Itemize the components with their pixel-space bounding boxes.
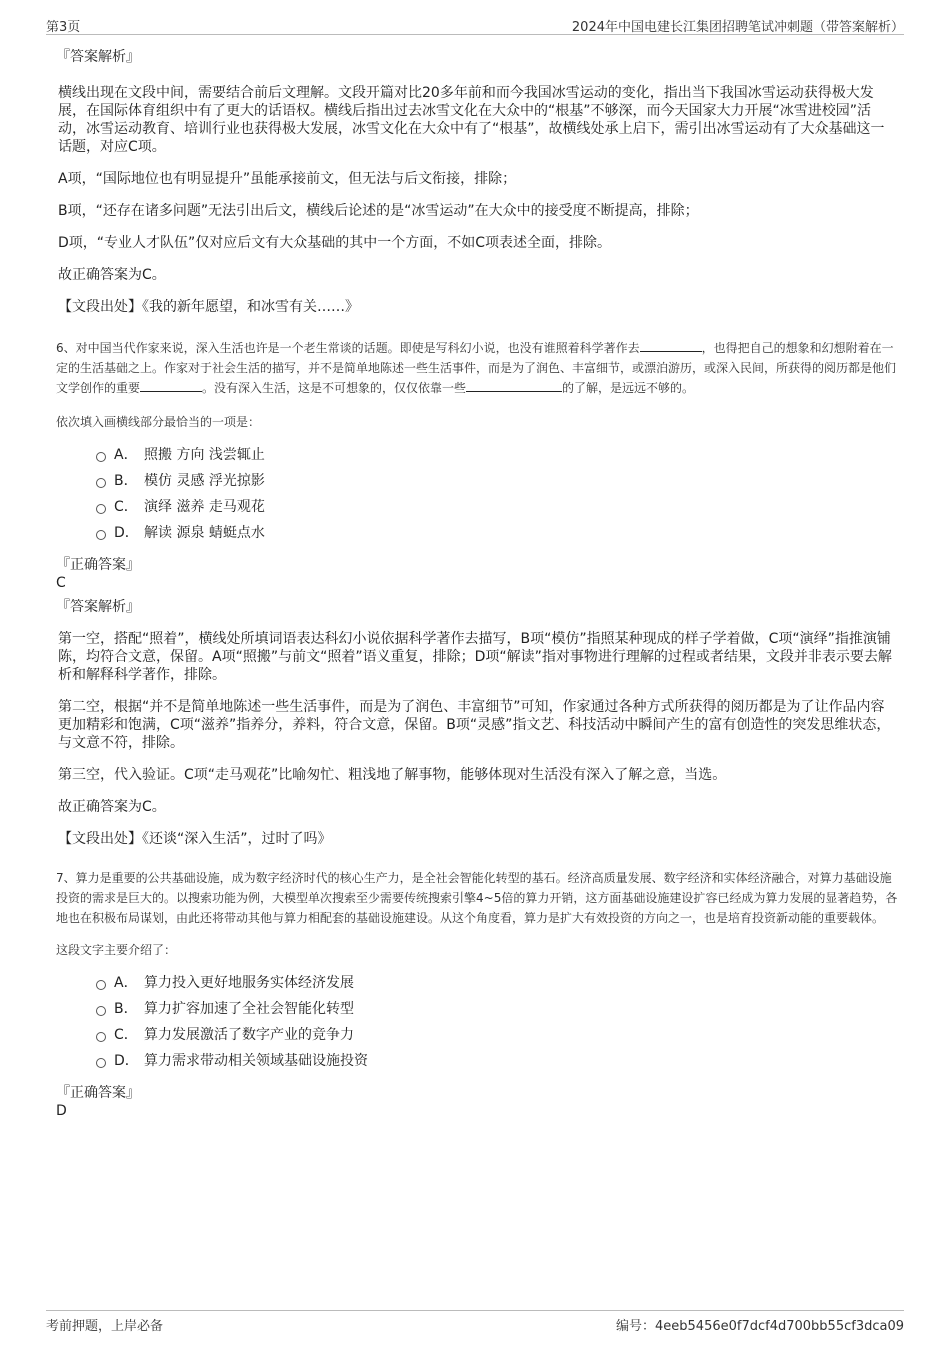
question-stem [56, 338, 898, 398]
radio-icon[interactable] [96, 1058, 106, 1068]
stem-part: 的了解，是远远不够的。 [562, 381, 695, 395]
question-stem: 7、算力是重要的公共基础设施，成为数字经济时代的核心生产力，是全社会智能化转型的基石。经济高质量发展、数字经济和实体经济融合，对算力基础设施投资的需求是巨大的。以搜索功能为例，大模型单次搜索至少需要传统搜索引擎4~5倍的算力开销，这方面基础设施建设扩容已经成为算力发展的显著趋势，各地也在积极布局谋划，由此还将带动其他与算力相配套的基础设施建设。从这个角度看，算力是扩大有效投资的方向之一，也是培育投资新动能的重要载体。 [56, 871, 898, 925]
option-text: 解读 源泉 蜻蜓点水 [144, 525, 265, 541]
page-footer [46, 1310, 904, 1335]
radio-icon[interactable] [96, 1006, 106, 1016]
source-label: 【文段出处】 [58, 831, 142, 847]
correct-answer: C [56, 575, 66, 591]
analysis-label: 『答案解析』 [56, 599, 140, 615]
footer-slogan: 考前押题，上岸必备 [46, 1319, 164, 1334]
source-label: 【文段出处】 [58, 299, 142, 315]
option-b[interactable] [94, 472, 898, 498]
option-text: 算力发展激活了数字产业的竞争力 [144, 1027, 354, 1043]
analysis-paragraph: A项，“国际地位也有明显提升”虽能承接前文，但无法与后文衔接，排除； [58, 171, 517, 187]
serial-label: 编号： [616, 1319, 656, 1334]
option-a[interactable] [94, 446, 898, 472]
option-letter: D． [114, 525, 139, 541]
option-text: 算力投入更好地服务实体经济发展 [144, 975, 354, 991]
option-text: 算力需求带动相关领域基础设施投资 [144, 1053, 368, 1069]
analysis-paragraph: D项，“专业人才队伍”仅对应后文有大众基础的其中一个方面，不如C项表述全面，排除。 [58, 235, 612, 251]
blank-line [466, 379, 562, 392]
serial-number: 4eeb5456e0f7dcf4d700bb55cf3dca09 [655, 1319, 904, 1334]
option-d[interactable] [94, 524, 898, 550]
option-letter: C． [114, 1027, 138, 1043]
document-serial [616, 1315, 904, 1334]
option-letter: D． [114, 1053, 139, 1069]
blank-line [140, 379, 202, 392]
analysis-paragraph: 横线出现在文段中间，需要结合前后文理解。文段开篇对比20多年前和而今我国冰雪运动的变化，指出当下我国冰雪运动获得极大发展，在国际体育组织中有了更大的话语权。横线后指出过去冰雪文化在大众中的“根基”不够深，而今天国家大力开展“冰雪进校园”活动，冰雪运动教育、培训行业也获得极大发展，冰雪文化在大众中有了“根基”，故横线处承上启下，需引出冰雪运动有了大众基础这一话题，对应C项。 [58, 85, 885, 155]
option-a[interactable] [94, 974, 898, 1000]
answer-options [94, 446, 898, 550]
radio-icon[interactable] [96, 478, 106, 488]
option-text: 算力扩容加速了全社会智能化转型 [144, 1001, 354, 1017]
option-c[interactable] [94, 498, 898, 524]
question-6 [56, 338, 898, 848]
source-citation [58, 830, 898, 848]
correct-answer-label: 『正确答案』 [56, 557, 140, 573]
radio-icon[interactable] [96, 980, 106, 990]
radio-icon[interactable] [96, 504, 106, 514]
analysis-label: 『答案解析』 [56, 49, 140, 65]
question-5-analysis [56, 48, 898, 316]
option-text: 照搬 方向 浅尝辄止 [144, 447, 265, 463]
option-text: 模仿 灵感 浮光掠影 [144, 473, 265, 489]
option-letter: C． [114, 499, 138, 515]
correct-answer: D [56, 1103, 67, 1119]
analysis-paragraph: 第二空，根据“并不是简单地陈述一些生活事件，而是为了润色、丰富细节”可知，作家通过各种方式所获得的阅历都是为了让作品内容更加精彩和饱满，C项“滋养”指养分，养料，符合文意，保留。B项“灵感”指文艺、科技活动中瞬间产生的富有创造性的突发思维状态，与文意不符，排除。 [58, 699, 891, 751]
analysis-paragraph: 第三空，代入验证。C项“走马观花”比喻匆忙、粗浅地了解事物，能够体现对生活没有深入了解之意，当选。 [58, 767, 727, 783]
page-header [46, 14, 904, 35]
option-b[interactable] [94, 1000, 898, 1026]
conclusion-paragraph: 故正确答案为C。 [58, 267, 166, 283]
option-text: 演绎 滋养 走马观花 [144, 499, 265, 515]
correct-answer-label: 『正确答案』 [56, 1085, 140, 1101]
analysis-paragraph: B项，“还存在诸多问题”无法引出后文，横线后论述的是“冰雪运动”在大众中的接受度不断提高，排除； [58, 203, 699, 219]
stem-part: 6、对中国当代作家来说，深入生活也许是一个老生常谈的话题。即使是写科幻小说，也没有谁照着科学著作去 [56, 341, 640, 355]
radio-icon[interactable] [96, 1032, 106, 1042]
conclusion-paragraph: 故正确答案为C。 [58, 799, 166, 815]
option-letter: A． [114, 447, 138, 463]
page-number: 第3页 [46, 20, 81, 35]
option-letter: B． [114, 1001, 138, 1017]
option-letter: A． [114, 975, 138, 991]
radio-icon[interactable] [96, 530, 106, 540]
analysis-paragraph: 第一空，搭配“照着”，横线处所填词语表达科幻小说依据科学著作去描写，B项“模仿”指照某种现成的样子学着做，C项“演绎”指推演铺陈，均符合文意，保留。A项“照搬”与前文“照着”语义重复，排除；D项“解读”指对事物进行理解的过程或者结果，文段并非表示要去解析和解释科学著作，排除。 [58, 631, 892, 683]
blank-line [640, 339, 702, 352]
stem-part: 。没有深入生活，这是不可想象的，仅仅依靠一些 [202, 381, 467, 395]
source-title: 《还谈“深入生活”，过时了吗》 [142, 831, 332, 847]
source-citation [58, 298, 898, 316]
answer-options [94, 974, 898, 1078]
radio-icon[interactable] [96, 452, 106, 462]
source-title: 《我的新年愿望，和冰雪有关……》 [142, 299, 359, 315]
document-content [56, 48, 898, 1126]
document-title: 2024年中国电建长江集团招聘笔试冲刺题（带答案解析） [571, 20, 904, 35]
question-7 [56, 868, 898, 1120]
stem-part: ，也得把自己的想象和幻想附着在一定的生活基础之上。作家对于社会生活的描写，并不是简单地陈述一些生活事件，而是为了润色、丰富细节，或漂泊游历，或深入民间，所获得的阅历都是他们文学创作的重要 [56, 341, 897, 395]
question-prompt: 这段文字主要介绍了： [56, 943, 177, 957]
question-prompt: 依次填入画横线部分最恰当的一项是： [56, 415, 261, 429]
option-letter: B． [114, 473, 138, 489]
option-d[interactable] [94, 1052, 898, 1078]
option-c[interactable] [94, 1026, 898, 1052]
